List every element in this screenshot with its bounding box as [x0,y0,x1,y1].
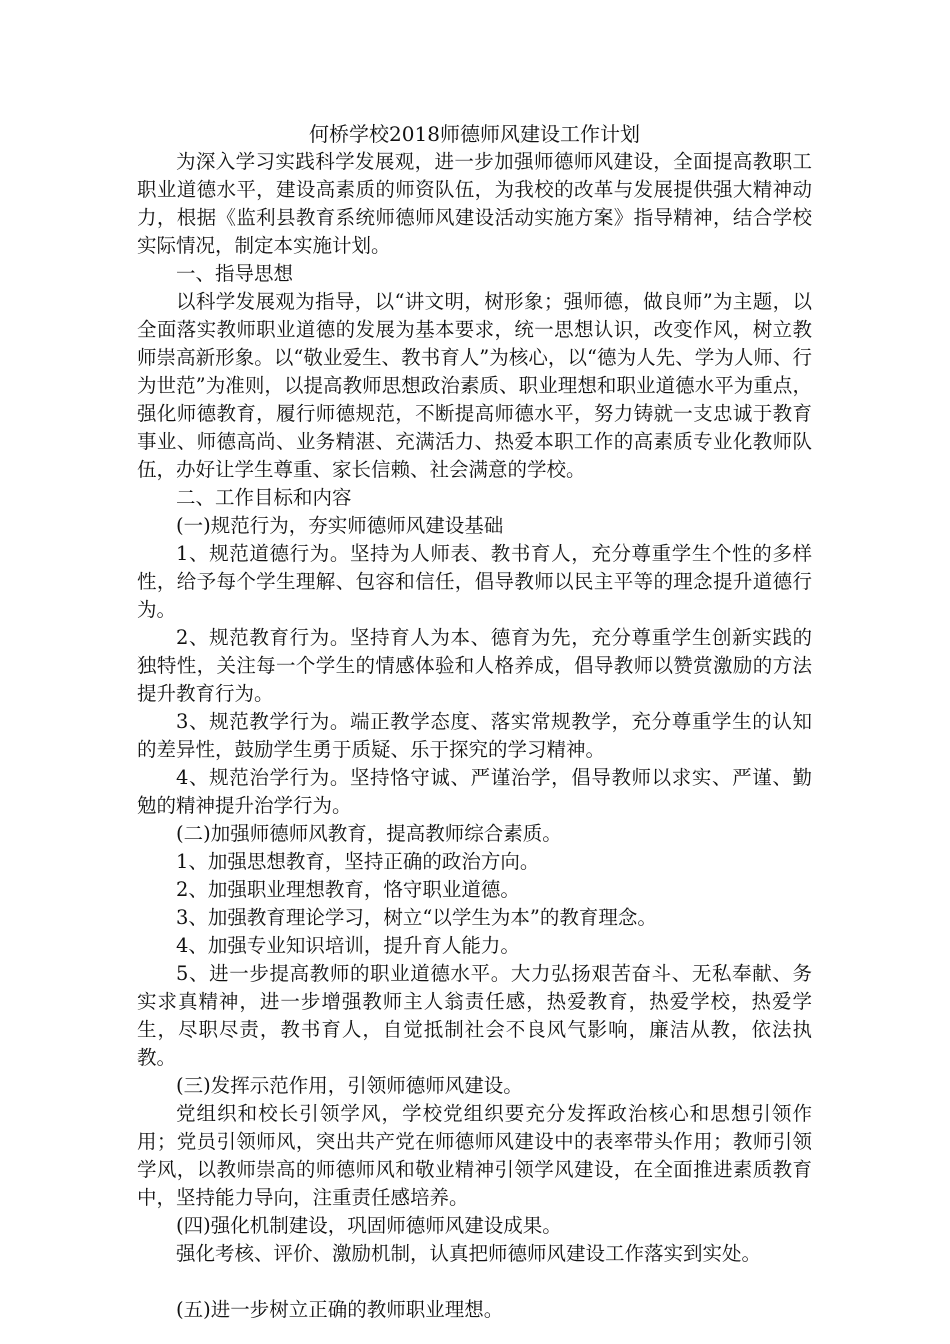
subsection-heading-3: (三)发挥示范作用，引领师德师风建设。 [176,1074,523,1097]
list-item-1-2: 2、规范教育行为。坚持育人为本、德育为先，充分尊重学生创新实践的独特性，关注每一个学生的情感体验和人格养成，倡导教师以赞赏激励的方法提升教育行为。 [137,626,812,705]
intro-paragraph: 为深入学习实践科学发展观，进一步加强师德师风建设，全面提高教职工职业道德水平，建设高素质的师资队伍，为我校的改革与发展提供强大精神动力，根据《监利县教育系统师德师风建设活动实施方案》指导精神，结合学校实际情况，制定本实施计划。 [137,150,812,257]
section-heading-2: 二、工作目标和内容 [176,486,352,509]
list-item-2-5: 5、进一步提高教师的职业道德水平。大力弘扬艰苦奋斗、无私奉献、务实求真精神，进一步增强教师主人翁责任感，热爱教育，热爱学校，热爱学生，尽职尽责，教书育人，自觉抵制社会不良风气影响，廉洁从教，依法执教。 [137,962,812,1069]
list-item-1-1: 1、规范道德行为。坚持为人师表、教书育人，充分尊重学生个性的多样性，给予每个学生理解、包容和信任，倡导教师以民主平等的理念提升道德行为。 [137,542,812,621]
list-item-2-3: 3、加强教育理论学习，树立“以学生为本”的教育理念。 [176,906,657,929]
list-item-1-3: 3、规范教学行为。端正教学态度、落实常规教学，充分尊重学生的认知的差异性，鼓励学生勇于质疑、乐于探究的学习精神。 [137,710,812,761]
list-item-2-1: 1、加强思想教育，坚持正确的政治方向。 [176,850,540,873]
leadership-paragraph: 党组织和校长引领学风，学校党组织要充分发挥政治核心和思想引领作用；党员引领师风，突出共产党在师德师风建设中的表率带头作用；教师引领学风，以教师崇高的师德师风和敬业精神引领学风建设，在全面推进素质教育中，坚持能力导向，注重责任感培养。 [137,1102,812,1209]
guiding-thought-paragraph: 以科学发展观为指导，以“讲文明，树形象；强师德，做良师”为主题，以全面落实教师职业道德的发展为基本要求，统一思想认识，改变作风，树立教师崇高新形象。以“敬业爱生、教书育人”为核心，以“德为人先、学为人师、行为世范”为准则，以提高教师思想政治素质、职业理想和职业道德水平为重点，强化师德教育，履行师德规范，不断提高师德水平，努力铸就一支忠诚于教育事业、师德高尚、业务精湛、充满活力、热爱本职工作的高素质专业化教师队伍，办好让学生尊重、家长信赖、社会满意的学校。 [137,290,812,481]
list-item-1-4: 4、规范治学行为。坚持恪守诚、严谨治学，倡导教师以求实、严谨、勤勉的精神提升治学行为。 [137,766,812,817]
document-title: 何桥学校2018师德师风建设工作计划 [309,122,640,146]
list-item-2-4: 4、加强专业知识培训，提升育人能力。 [176,934,520,957]
subsection-heading-2: (二)加强师德师风教育，提高教师综合素质。 [176,822,562,845]
list-item-2-2: 2、加强职业理想教育，恪守职业道德。 [176,878,520,901]
document-body [137,148,812,1324]
subsection-heading-1: (一)规范行为，夯实师德师风建设基础 [176,514,504,537]
document-page [137,120,812,1324]
mechanism-paragraph: 强化考核、评价、激励机制，认真把师德师风建设工作落实到实处。 [176,1242,762,1265]
subsection-heading-4: (四)强化机制建设，巩固师德师风建设成果。 [176,1214,562,1237]
subsection-heading-5: (五)进一步树立正确的教师职业理想。 [176,1298,504,1321]
blank-line [137,1268,812,1296]
section-heading-1: 一、指导思想 [176,262,294,285]
